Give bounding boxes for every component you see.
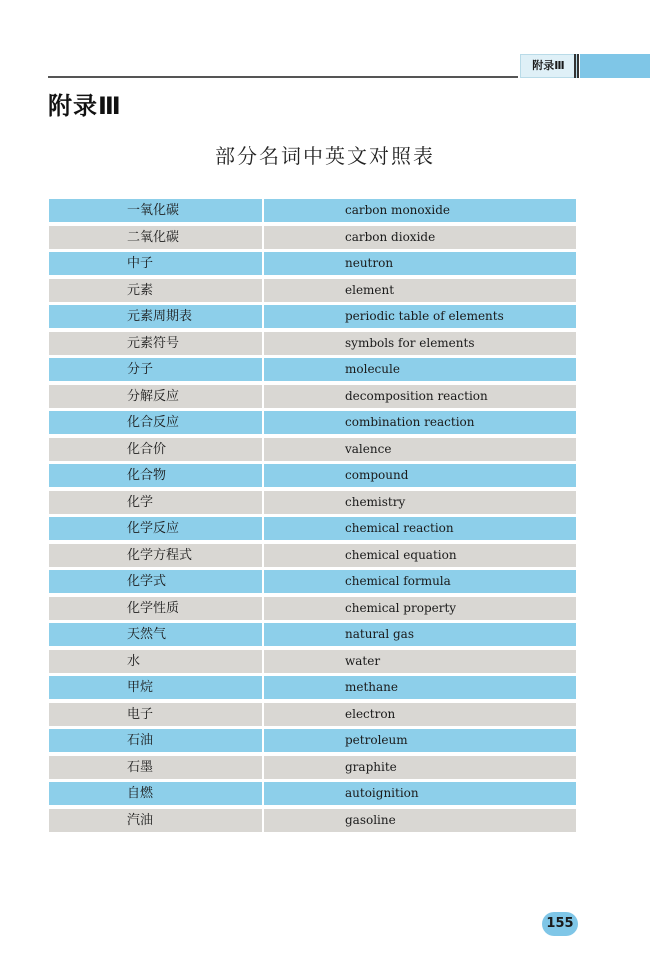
table-row [49,703,576,726]
term-english: carbon monoxide [345,203,451,217]
term-chinese: 天然气 [127,627,167,642]
term-chinese: 分解反应 [127,388,180,404]
term-chinese: 化学性质 [127,600,180,616]
term-chinese: 化学 [127,494,154,510]
glossary-table [49,199,576,835]
table-row [49,676,576,699]
term-english: methane [345,680,399,694]
term-english: valence [345,441,392,456]
term-chinese: 石墨 [127,759,154,775]
table-row [49,570,576,593]
term-english: natural gas [345,627,414,641]
term-english: chemical reaction [345,521,454,535]
term-english: molecule [345,362,400,376]
table-row [49,226,576,249]
term-english: gasoline [345,812,396,827]
term-chinese: 二氧化碳 [127,229,180,245]
term-chinese: 元素符号 [127,335,180,351]
table-row [49,756,576,779]
term-english: water [345,653,381,668]
term-english: chemical property [345,600,457,615]
term-english: chemical formula [345,574,451,588]
term-english: compound [345,468,409,482]
table-row [49,305,576,328]
term-english: carbon dioxide [345,229,436,244]
term-english: neutron [345,256,394,270]
table-row [49,517,576,540]
term-chinese: 化学方程式 [127,547,193,563]
term-chinese: 元素 [127,282,154,298]
table-row [49,729,576,752]
column-divider [262,197,264,834]
term-chinese: 化学式 [127,574,167,589]
table-title: 部分名词中英文对照表 [215,144,435,168]
term-chinese: 化合反应 [127,415,180,430]
table-row [49,252,576,275]
table-row [49,358,576,381]
table-row [49,782,576,805]
term-chinese: 石油 [127,733,154,748]
table-row [49,809,576,832]
term-chinese: 化合物 [127,468,167,483]
term-chinese: 一氧化碳 [127,203,180,218]
term-chinese: 自燃 [127,786,154,801]
page-number: 155 [542,912,578,936]
section-tab: 附录Ⅲ [520,54,577,78]
table-row [49,464,576,487]
table-row [49,199,576,222]
term-chinese: 中子 [127,256,154,271]
table-row [49,411,576,434]
term-english: combination reaction [345,415,475,429]
term-english: chemistry [345,494,406,509]
table-row [49,385,576,408]
term-chinese: 化合价 [127,441,167,457]
term-chinese: 汽油 [127,812,154,828]
header-color-band [580,54,650,78]
term-english: symbols for elements [345,335,475,350]
term-english: graphite [345,759,397,774]
table-row [49,332,576,355]
term-english: periodic table of elements [345,309,504,323]
term-chinese: 甲烷 [127,680,154,695]
section-tab-bars [574,54,579,78]
term-chinese: 元素周期表 [127,309,193,324]
table-row [49,438,576,461]
table-row [49,650,576,673]
term-chinese: 分子 [127,362,154,377]
table-row [49,623,576,646]
term-english: petroleum [345,733,408,747]
term-english: electron [345,706,396,721]
term-chinese: 电子 [127,706,154,722]
term-english: autoignition [345,786,419,800]
term-english: chemical equation [345,547,457,562]
table-row [49,544,576,567]
table-row [49,279,576,302]
table-row [49,491,576,514]
table-row [49,597,576,620]
header-rule [48,76,518,78]
term-english: element [345,282,395,297]
term-english: decomposition reaction [345,388,488,403]
term-chinese: 化学反应 [127,521,180,536]
appendix-title: 附录Ⅲ [48,92,122,120]
term-chinese: 水 [127,653,141,669]
